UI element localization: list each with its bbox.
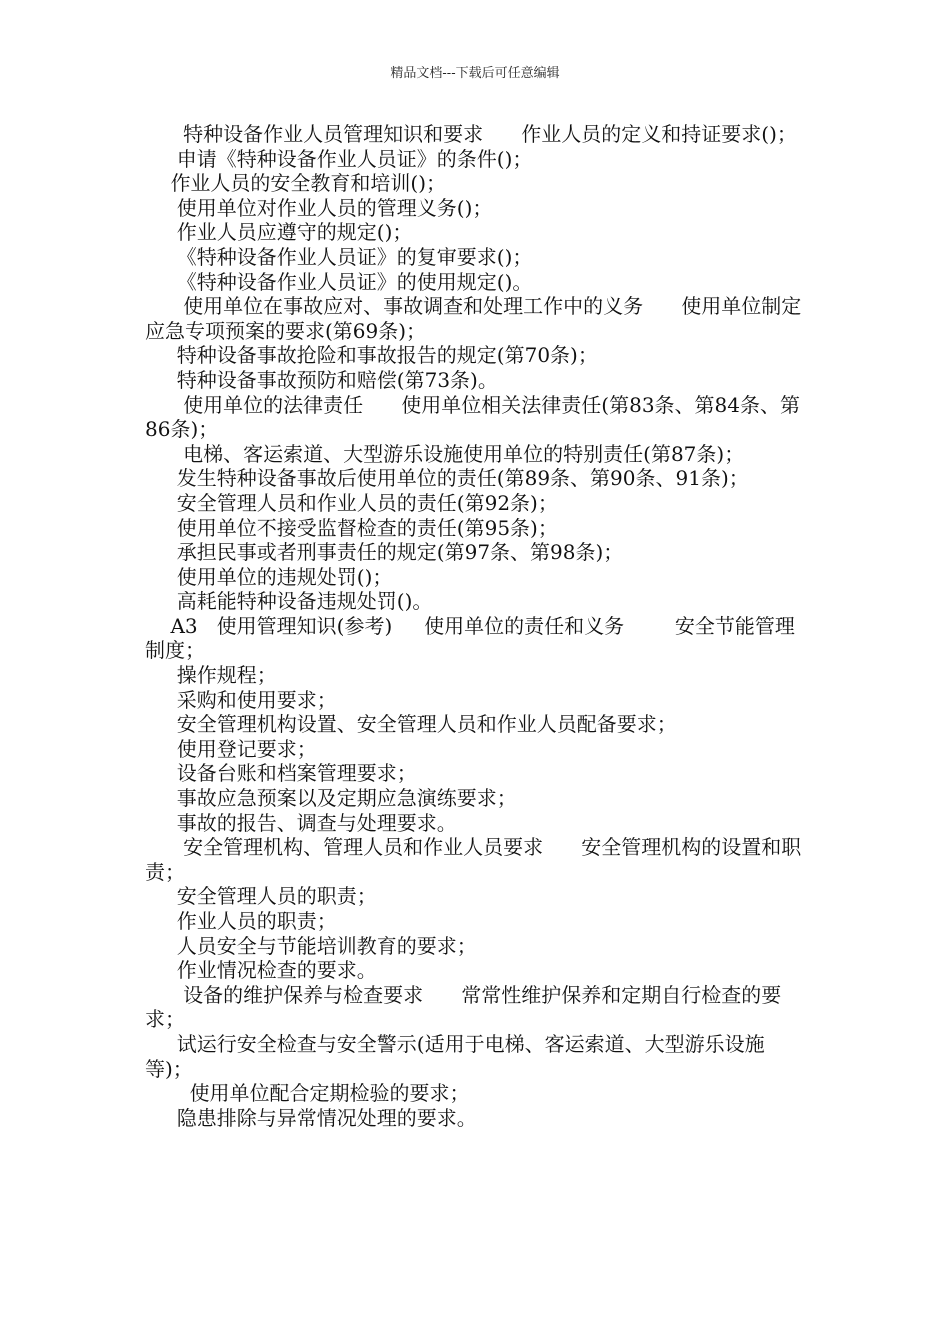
- paragraph: 安全管理机构设置、安全管理人员和作业人员配备要求；: [145, 712, 677, 737]
- paragraph: 特种设备事故抢险和事故报告的规定(第70条)；: [145, 343, 598, 368]
- paragraph: 使用单位对作业人员的管理义务()；: [145, 195, 493, 220]
- paragraph: 使用单位配合定期检验的要求；: [145, 1081, 470, 1106]
- paragraph: 安全管理人员的职责；: [145, 884, 377, 909]
- paragraph: 《特种设备作业人员证》的复审要求()；: [145, 244, 533, 269]
- paragraph: 使用单位的法律责任 使用单位相关法律责任(第83条、第84条、第86条)；: [145, 392, 801, 442]
- paragraph: 使用单位的违规处罚()；: [145, 564, 393, 589]
- paragraph: 使用单位在事故应对、事故调查和处理工作中的义务 使用单位制定应急专项预案的要求(第69条)；: [145, 294, 802, 343]
- paragraph: 电梯、客运索道、大型游乐设施使用单位的特别责任(第87条)；: [145, 441, 745, 466]
- paragraph: 使用单位不接受监督检查的责任(第95条)；: [145, 515, 558, 540]
- paragraph: A3 使用管理知识(参考) 使用单位的责任和义务 安全节能管理制度；: [145, 613, 795, 663]
- paragraph: 发生特种设备事故后使用单位的责任(第89条、第90条、91条)；: [145, 466, 749, 491]
- paragraph: 作业情况检查的要求。: [145, 958, 377, 983]
- paragraph: 特种设备事故预防和赔偿(第73条)。: [145, 367, 498, 392]
- paragraph: 《特种设备作业人员证》的使用规定()。: [145, 269, 533, 294]
- paragraph: 设备的维护保养与检查要求 常常性维护保养和定期自行检查的要求；: [145, 982, 782, 1032]
- paragraph: 安全管理机构、管理人员和作业人员要求 安全管理机构的设置和职责；: [145, 835, 802, 884]
- document-body: [145, 122, 810, 1130]
- paragraph: 使用登记要求；: [145, 736, 317, 761]
- paragraph: 隐患排除与异常情况处理的要求。: [145, 1105, 477, 1130]
- paragraph: 作业人员的职责；: [145, 909, 337, 933]
- paragraph: 特种设备作业人员管理知识和要求 作业人员的定义和持证要求()；: [145, 122, 797, 146]
- paragraph: 高耗能特种设备违规处罚()。: [145, 589, 433, 614]
- paragraph: 承担民事或者刑事责任的规定(第97条、第98条)；: [145, 540, 624, 565]
- paragraph: 采购和使用要求；: [145, 687, 337, 712]
- page-header: 精品文档---下载后可任意编辑: [390, 66, 560, 81]
- paragraph: 操作规程；: [145, 663, 277, 688]
- paragraph: 事故的报告、调查与处理要求。: [145, 810, 457, 835]
- paragraph: 安全管理人员和作业人员的责任(第92条)；: [145, 490, 558, 515]
- paragraph: 作业人员应遵守的规定()；: [145, 220, 413, 245]
- paragraph: 事故应急预案以及定期应急演练要求；: [145, 786, 517, 811]
- paragraph: 作业人员的安全教育和培训()；: [145, 171, 447, 196]
- paragraph: 人员安全与节能培训教育的要求；: [145, 933, 477, 958]
- paragraph: 申请《特种设备作业人员证》的条件()；: [145, 146, 533, 171]
- paragraph: 设备台账和档案管理要求；: [145, 761, 417, 786]
- paragraph: 试运行安全检查与安全警示(适用于电梯、客运索道、大型游乐设施等)；: [145, 1031, 765, 1081]
